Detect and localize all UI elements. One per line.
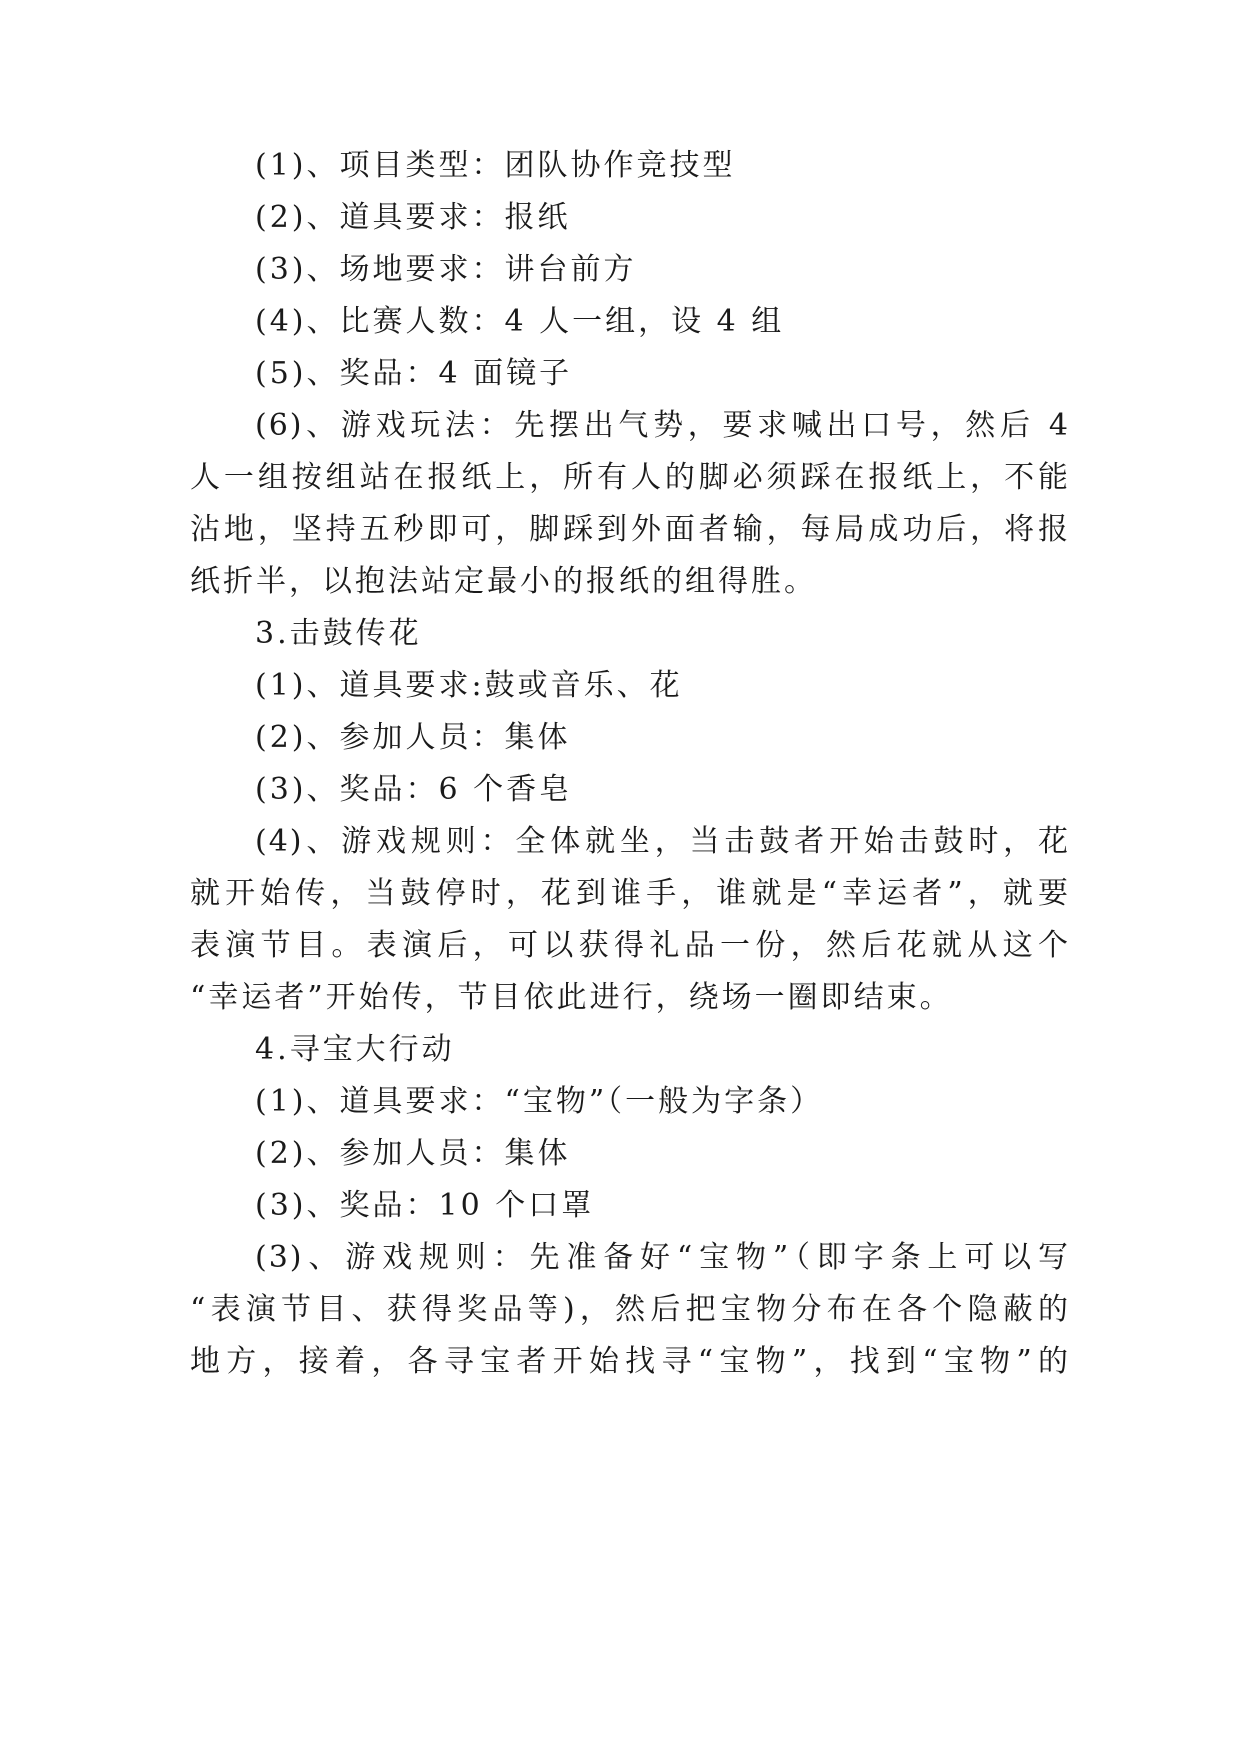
paragraph-line: “表演节目、获得奖品等)，然后把宝物分布在各个隐蔽的 <box>190 1292 1070 1327</box>
paragraph-line: “幸运者”开始传，节目依此进行，绕场一圈即结束。 <box>190 980 953 1015</box>
paragraph-line: (4)、比赛人数：4 人一组，设 4 组 <box>255 304 785 339</box>
paragraph-line: 纸折半，以抱法站定最小的报纸的组得胜。 <box>190 564 817 599</box>
paragraph-line: (5)、奖品：4 面镜子 <box>255 356 573 391</box>
paragraph-line: (3)、奖品：6 个香皂 <box>255 772 573 807</box>
paragraph-line: (2)、参加人员：集体 <box>255 1136 571 1171</box>
paragraph-line: (3)、奖品：10 个口罩 <box>255 1188 595 1223</box>
paragraph-line: 沾地，坚持五秒即可，脚踩到外面者输，每局成功后，将报 <box>190 512 1070 547</box>
paragraph-line: 就开始传，当鼓停时，花到谁手，谁就是“幸运者”，就要 <box>190 876 1070 911</box>
paragraph-line: 人一组按组站在报纸上，所有人的脚必须踩在报纸上，不能 <box>190 460 1070 495</box>
paragraph-line: (1)、项目类型：团队协作竞技型 <box>255 148 736 183</box>
paragraph-line: (3)、游戏规则：先准备好“宝物”（即字条上可以写 <box>255 1240 1070 1275</box>
section-heading: 4.寻宝大行动 <box>255 1032 455 1067</box>
paragraph-line: (2)、参加人员：集体 <box>255 720 571 755</box>
paragraph-line: 地方，接着，各寻宝者开始找寻“宝物”，找到“宝物”的 <box>190 1344 1070 1379</box>
section-heading: 3.击鼓传花 <box>255 616 422 651</box>
paragraph-line: (1)、道具要求：“宝物”（一般为字条） <box>255 1084 824 1119</box>
paragraph-line: (2)、道具要求：报纸 <box>255 200 571 235</box>
paragraph-line: (1)、道具要求:鼓或音乐、花 <box>255 668 683 703</box>
paragraph-line: (3)、场地要求：讲台前方 <box>255 252 637 287</box>
paragraph-line: (4)、游戏规则：全体就坐，当击鼓者开始击鼓时，花 <box>255 824 1070 859</box>
paragraph-line: 表演节目。表演后，可以获得礼品一份，然后花就从这个 <box>190 928 1070 963</box>
paragraph-line: (6)、游戏玩法：先摆出气势，要求喊出口号，然后 4 <box>255 408 1070 443</box>
